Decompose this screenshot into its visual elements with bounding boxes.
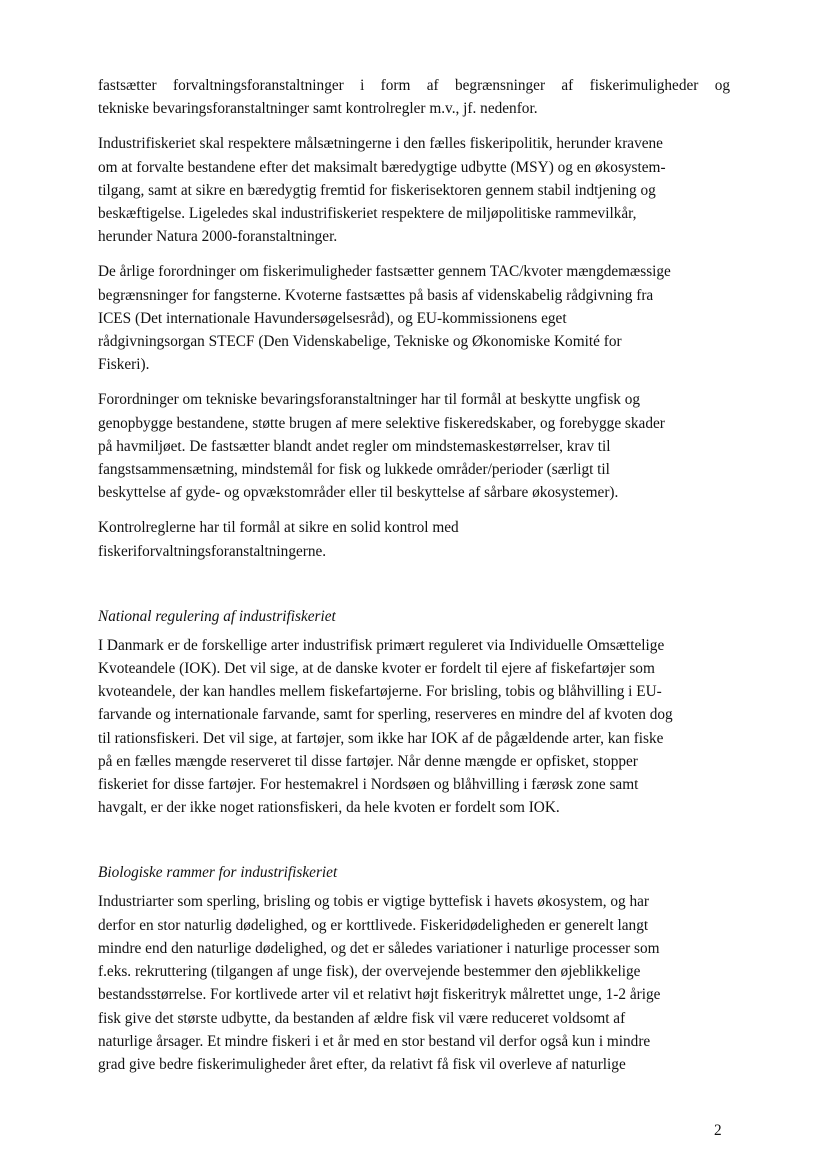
section-heading-national-regulering: National regulering af industrifiskeriet xyxy=(98,607,336,625)
text-line: Kvoteandele (IOK). Det vil sige, at de danske kvoter er fordelt til ejere af fiskefartøjer som xyxy=(98,660,655,678)
text-line: farvande og internationale farvande, samt for sperling, reserveres en mindre del af kvoten dog xyxy=(98,706,673,724)
text-line: naturlige årsager. Et mindre fiskeri i et år med en stor bestand vil derfor også kun i mindre xyxy=(98,1032,651,1050)
paragraph-national-regulering xyxy=(98,634,730,820)
text-line: fiskeriet for disse fartøjer. For hestemakrel i Nordsøen og blåhvilling i færøsk zone samt xyxy=(98,776,639,794)
text-line: begrænsninger for fangsterne. Kvoterne fastsættes på basis af videnskabelig rådgivning fra xyxy=(98,286,654,304)
text-line: derfor en stor naturlig dødelighed, og er korttlivede. Fiskeridødeligheden er generelt langt xyxy=(98,916,649,934)
text-line: mindre end den naturlige dødelighed, og det er således variationer i naturlige processer som xyxy=(98,939,660,957)
text-line: fastsætter forvaltningsforanstaltninger i form af begrænsninger af fiskerimuligheder og xyxy=(98,77,730,94)
text-line: til rationsfiskeri. Det vil sige, at fartøjer, som ikke har IOK af de pågældende arter, kan fiske xyxy=(98,729,664,747)
text-line: rådgivningsorgan STECF (Den Videnskabelige, Tekniske og Økonomiske Komité for xyxy=(98,333,622,351)
text-line: grad give bedre fiskerimuligheder året efter, da relativt få fisk vil overleve af naturlige xyxy=(98,1055,626,1073)
text-line: fiskeriforvaltningsforanstaltningerne. xyxy=(98,542,327,560)
text-line: kvoteandele, der kan handles mellem fiskefartøjerne. For brisling, tobis og blåhvilling i EU- xyxy=(98,683,662,701)
text-line: genopbygge bestandene, støtte brugen af mere selektive fiskeredskaber, og forebygge skader xyxy=(98,414,665,432)
paragraph-biologiske-rammer xyxy=(98,890,730,1076)
text-line: I Danmark er de forskellige arter industrifisk primært reguleret via Individuelle Omsættelige xyxy=(98,636,665,654)
text-line: Industrifiskeriet skal respektere målsætningerne i den fælles fiskeripolitik, herunder kravene xyxy=(98,135,663,153)
document-page xyxy=(98,74,730,1088)
paragraph-tekniske-bevaringsforanstaltninger xyxy=(98,388,730,504)
text-line: Fiskeri). xyxy=(98,356,150,374)
text-line: herunder Natura 2000-foranstaltninger. xyxy=(98,228,338,246)
text-line: på en fælles mængde reserveret til disse fartøjer. Når denne mængde er opfisket, stopper xyxy=(98,752,638,770)
paragraph-fiskerimuligheder xyxy=(98,260,730,376)
text-line: f.eks. rekruttering (tilgangen af unge fisk), der overvejende bestemmer den øjeblikkelige xyxy=(98,963,641,981)
text-line: tilgang, samt at sikre en bæredygtig fremtid for fiskerisektoren gennem stabil indtjening og xyxy=(98,181,656,199)
text-line: ICES (Det internationale Havundersøgelsesråd), og EU-kommissionens eget xyxy=(98,309,567,327)
section-heading-biologiske-rammer: Biologiske rammer for industrifiskeriet xyxy=(98,864,338,882)
paragraph-kontrolregler xyxy=(98,516,730,562)
text-line: beskæftigelse. Ligeledes skal industrifiskeriet respektere de miljøpolitiske rammevilkår, xyxy=(98,205,637,223)
paragraph-forvaltning xyxy=(98,74,730,120)
text-line: fangstsammensætning, mindstemål for fisk og lukkede områder/perioder (særligt til xyxy=(98,461,610,479)
text-line: om at forvalte bestandene efter det maksimalt bæredygtige udbytte (MSY) og en økosystem- xyxy=(98,158,666,176)
text-line: Kontrolreglerne har til formål at sikre en solid kontrol med xyxy=(98,519,459,537)
page-number: 2 xyxy=(714,1122,722,1139)
text-line: De årlige forordninger om fiskerimuligheder fastsætter gennem TAC/kvoter mængdemæssige xyxy=(98,263,671,281)
text-line: havgalt, er der ikke noget rationsfiskeri, da hele kvoten er fordelt som IOK. xyxy=(98,799,560,817)
text-line: Industriarter som sperling, brisling og tobis er vigtige byttefisk i havets økosystem, og har xyxy=(98,893,650,911)
text-line: beskyttelse af gyde- og opvækstområder eller til beskyttelse af sårbare økosystemer). xyxy=(98,484,619,502)
text-line: på havmiljøet. De fastsætter blandt andet regler om mindstemaskestørrelser, krav til xyxy=(98,437,611,455)
text-line: Forordninger om tekniske bevaringsforanstaltninger har til formål at beskytte ungfisk og xyxy=(98,391,641,409)
text-line: bestandsstørrelse. For kortlivede arter vil et relativt højt fiskeritryk målrettet unge, 1-2 årige xyxy=(98,986,661,1004)
text-line: tekniske bevaringsforanstaltninger samt kontrolregler m.v., jf. nedenfor. xyxy=(98,100,538,118)
paragraph-maalsaetninger xyxy=(98,132,730,248)
text-line: fisk give det største udbytte, da bestanden af ældre fisk vil være reduceret voldsomt af xyxy=(98,1009,626,1027)
